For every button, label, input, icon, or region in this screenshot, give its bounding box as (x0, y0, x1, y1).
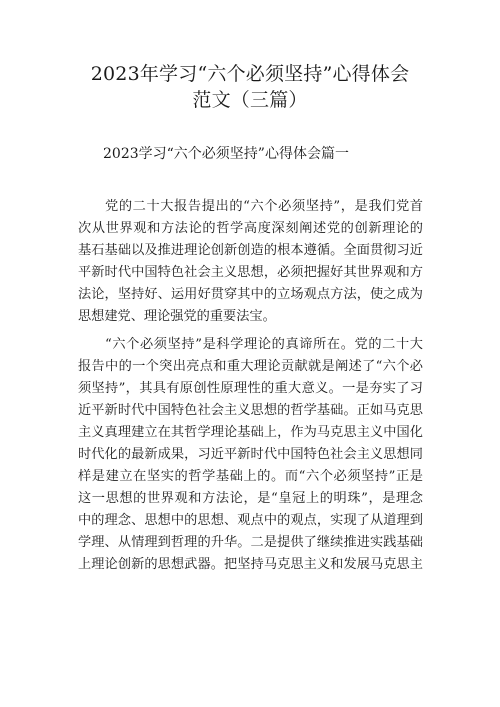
paragraph-2-line: 学理、从情理到哲理的升华。二是提供了继续推进实践基础 (78, 535, 423, 550)
paragraph-2-line: 主义真理建立在其哲学理论基础上，作为马克思主义中国化 (78, 425, 423, 440)
paragraph-1-line: 思想建党、理论强党的重要法宝。 (78, 309, 276, 324)
paragraph-1-line: 平新时代中国特色社会主义思想，必须把握好其世界观和方 (78, 265, 423, 280)
paragraph-1-line: 基石基础以及推进理论创新创造的根本遵循。全面贯彻习近 (78, 243, 423, 258)
paragraph-2-line: 时代化的最新成果，习近平新时代中国特色社会主义思想同 (78, 447, 423, 462)
paragraph-2-line: 样是建立在坚实的哲学基础上的。而“六个必须坚持”正是 (78, 469, 423, 484)
paragraph-1-line: 次从世界观和方法论的哲学高度深刻阐述党的创新理论的 (78, 221, 423, 236)
paragraph-1-line: 党的二十大报告提出的“六个必须坚持”，是我们党首 (105, 199, 423, 214)
document-title-line-2: 范文（三篇） (192, 89, 308, 111)
paragraph-2-line: 中的理念、思想中的思想、观点中的观点，实现了从道理到 (78, 513, 423, 528)
section-heading: 2023学习“六个必须坚持”心得体会篇一 (103, 146, 349, 162)
paragraph-1-line: 法论，坚持好、运用好贯穿其中的立场观点方法，使之成为 (78, 287, 423, 302)
paragraph-2-line: 这一思想的世界观和方法论，是“皇冠上的明珠”，是理念 (78, 491, 423, 506)
paragraph-2-line: 须坚持”，其具有原创性原理性的重大意义。一是夯实了习 (78, 381, 423, 396)
document-title-line-1: 2023年学习“六个必须坚持”心得体会 (90, 63, 410, 85)
paragraph-2-line: 近平新时代中国特色社会主义思想的哲学基础。正如马克思 (78, 403, 423, 418)
paragraph-2-line: 报告中的一个突出亮点和重大理论贡献就是阐述了“六个必 (78, 359, 423, 374)
paragraph-2-line: 上理论创新的思想武器。把坚持马克思主义和发展马克思主 (78, 557, 423, 572)
paragraph-2-line: “六个必须坚持”是科学理论的真谛所在。党的二十大 (105, 337, 423, 352)
